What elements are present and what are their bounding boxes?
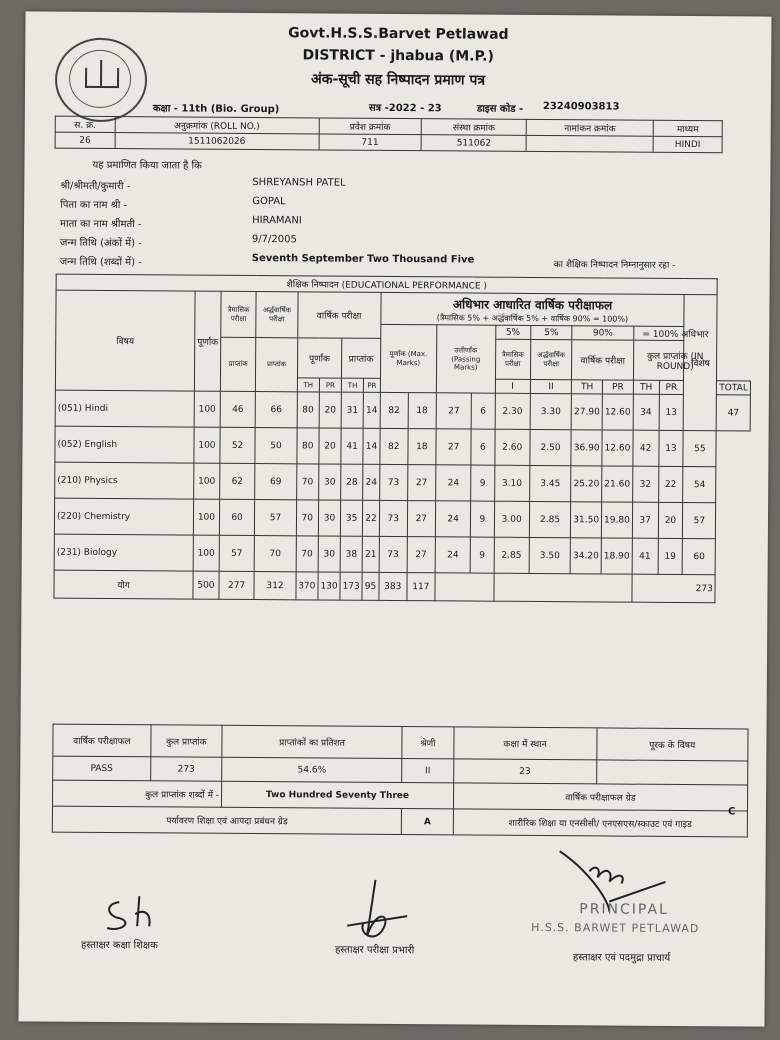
thpr-header: PR xyxy=(364,378,381,392)
tri-header: त्रैमासिक परीक्षा xyxy=(495,339,531,379)
result-value: 23 xyxy=(453,759,596,784)
mark-cell: 70 xyxy=(296,464,318,500)
mark-cell: 57 xyxy=(219,535,255,571)
mark-cell: 18 xyxy=(408,393,436,429)
student-value: 9/7/2005 xyxy=(251,233,297,246)
mark-cell: 3.30 xyxy=(530,393,572,429)
mark-cell: 27 xyxy=(407,465,435,501)
weighted-result-title: अधिभार आधारित वार्षिक परीक्षाफल (त्रैमासिक 5% + अर्द्धवार्षिक 5% + वार्षिक 90% = 100%) xyxy=(381,292,685,326)
mark-cell: 2.85 xyxy=(494,537,530,573)
env-value: A xyxy=(402,809,454,835)
ardh-header: अर्द्धवार्षिक परीक्षा xyxy=(530,339,572,379)
mark-cell: 47 xyxy=(716,395,750,431)
praptank-header: प्राप्तांक xyxy=(342,338,381,378)
mark-cell: 18 xyxy=(408,429,436,465)
mark-cell: 14 xyxy=(363,392,380,428)
thpr-header: PR xyxy=(602,380,633,394)
thpr-header: TH xyxy=(341,378,363,392)
mark-cell: 80 xyxy=(297,428,319,464)
mark-cell: 2.30 xyxy=(495,393,531,429)
purnank-header: पूर्णांक xyxy=(297,338,342,378)
student-label: जन्म तिथि (शब्दों में) - xyxy=(59,256,142,269)
mark-cell: 41 xyxy=(632,538,658,574)
mark-cell: 22 xyxy=(658,466,683,502)
subject-name: (051) Hindi xyxy=(55,390,194,427)
pct-header: 90% xyxy=(572,326,634,340)
result-value xyxy=(596,760,748,785)
total-cell: 173 xyxy=(340,572,362,600)
total-cell xyxy=(435,573,494,601)
result-header: पूरक के विषय xyxy=(596,728,748,761)
subject-name: (220) Chemistry xyxy=(54,498,193,535)
mark-cell: 24 xyxy=(435,501,471,537)
total-cell: 383 xyxy=(379,572,407,600)
mark-cell: 27 xyxy=(436,429,472,465)
mark-cell: 60 xyxy=(219,499,255,535)
result-value: PASS xyxy=(53,756,151,781)
grade-value: C xyxy=(727,806,736,818)
mark-cell: 100 xyxy=(193,499,219,535)
mark-cell: 22 xyxy=(363,500,380,536)
praptank-header: प्राप्तांक xyxy=(220,337,256,391)
env-label: पर्यावरण शिक्षा एवं आपदा प्रबंधन ग्रेड xyxy=(52,806,401,834)
thpr-header: TH xyxy=(572,380,603,394)
mark-cell: 57 xyxy=(683,503,716,539)
certify-text: यह प्रमाणित किया जाता है कि xyxy=(92,159,202,172)
student-label: जन्म तिथि (अंकों में) - xyxy=(59,237,142,250)
mark-cell: 31 xyxy=(341,392,363,428)
subject-name: (231) Biology xyxy=(54,534,193,571)
id-header: स. क्र. xyxy=(55,116,115,132)
words-value: Two Hundred Seventy Three xyxy=(221,781,453,809)
id-value: 711 xyxy=(319,134,422,151)
result-value: 273 xyxy=(151,757,222,781)
praptank-header: प्राप्तांक xyxy=(256,338,298,392)
mark-cell: 19.80 xyxy=(601,502,632,538)
result-header: श्रेणी xyxy=(402,727,454,759)
mark-cell: 24 xyxy=(435,465,471,501)
marksheet xyxy=(18,11,771,1026)
total-cell: 500 xyxy=(193,571,219,599)
mark-cell: 73 xyxy=(379,500,407,536)
student-label: श्री/श्रीमती/कुमारी - xyxy=(60,180,131,193)
total-cell: 370 xyxy=(296,572,318,600)
mark-cell: 20 xyxy=(319,392,341,428)
mark-cell: 60 xyxy=(682,539,715,575)
thpr-header: TH xyxy=(297,378,319,392)
mark-cell: 18.90 xyxy=(601,538,632,574)
mark-cell: 9 xyxy=(471,465,494,501)
mark-cell: 70 xyxy=(296,500,318,536)
teacher-signature xyxy=(99,892,179,937)
id-header: प्रवेश क्रमांक xyxy=(319,118,422,135)
trimasik-header: त्रैमासिक परीक्षा xyxy=(221,291,257,337)
mark-cell: 27 xyxy=(407,537,435,573)
total-row xyxy=(54,570,749,603)
thpr-header: TH xyxy=(633,380,659,394)
mark-cell: 2.60 xyxy=(494,429,530,465)
mark-cell: 24 xyxy=(363,464,380,500)
student-value: SHREYANSH PATEL xyxy=(252,176,346,189)
pct-header: 5% xyxy=(531,325,573,339)
total-cell: 117 xyxy=(407,573,435,601)
mark-cell: 14 xyxy=(363,428,380,464)
varshik-header: वार्षिक परीक्षा xyxy=(297,292,380,339)
id-header: माध्यम xyxy=(653,120,722,136)
mark-cell: 21.60 xyxy=(602,466,633,502)
mark-cell: 70 xyxy=(254,536,296,572)
passing-marks-header: उत्तीर्णांक (Passing Marks) xyxy=(436,325,495,393)
mark-cell: 27 xyxy=(407,501,435,537)
mark-cell: 28 xyxy=(341,464,363,500)
result-value: 54.6% xyxy=(222,757,402,782)
total-header: TOTAL xyxy=(717,381,751,395)
mark-cell: 50 xyxy=(255,428,297,464)
total-cell xyxy=(493,573,632,602)
pct-header: 5% xyxy=(495,325,530,339)
grand-total: 273 xyxy=(632,574,716,603)
session-label: सत्र -2022 - 23 xyxy=(368,102,442,115)
id-value: 26 xyxy=(55,132,115,148)
mark-cell: 12.60 xyxy=(602,394,633,430)
mark-cell: 54 xyxy=(683,467,716,503)
result-header: कुल प्राप्तांक xyxy=(151,725,222,757)
mark-cell: 13 xyxy=(659,394,684,430)
sign-teacher-label: हस्ताक्षर कक्षा शिक्षक xyxy=(80,939,158,952)
mark-cell: 31.50 xyxy=(571,502,602,538)
mark-cell: 6 xyxy=(471,393,494,429)
mark-cell: 30 xyxy=(318,536,340,572)
thpr-header: PR xyxy=(659,380,684,394)
mark-cell: 38 xyxy=(340,536,362,572)
marks-table xyxy=(53,274,751,604)
pct-header: = 100% अधिभार xyxy=(634,326,718,341)
mark-cell: 73 xyxy=(379,536,407,572)
mark-cell: 13 xyxy=(658,430,683,466)
id-header: नामांकन क्रमांक xyxy=(527,119,654,136)
mark-cell: 37 xyxy=(632,502,658,538)
id-value: 511062 xyxy=(421,135,526,152)
mark-cell: 3.00 xyxy=(494,501,530,537)
mark-cell: 34 xyxy=(633,394,659,430)
result-header: वार्षिक परीक्षाफल xyxy=(53,724,151,757)
mark-cell: 30 xyxy=(319,464,341,500)
mark-cell: 82 xyxy=(380,392,408,428)
total-cell: 95 xyxy=(362,572,379,600)
mark-cell: 20 xyxy=(658,502,683,538)
result-value: II xyxy=(402,759,454,783)
words-label: कुल प्राप्तांक शब्दों में - xyxy=(52,780,221,807)
doc-title: अंक-सूची सह निष्पादन प्रमाण पत्र xyxy=(310,71,486,89)
mark-cell: 12.60 xyxy=(602,430,633,466)
id-value xyxy=(526,135,653,152)
mark-cell: 34.20 xyxy=(570,538,601,574)
mark-cell: 66 xyxy=(255,392,297,428)
mark-cell: 20 xyxy=(319,428,341,464)
mark-cell: 100 xyxy=(193,535,219,571)
mark-cell: 27.90 xyxy=(571,394,602,430)
mark-cell: 100 xyxy=(194,391,220,427)
exam-incharge-signature xyxy=(337,876,417,947)
mark-cell: 100 xyxy=(194,463,220,499)
mark-cell: 3.45 xyxy=(529,465,571,501)
sign-principal-label: हस्ताक्षर एवं पदमुद्रा प्राचार्य xyxy=(572,952,671,964)
dise-label: डाइस कोड - xyxy=(476,103,524,115)
mark-cell: 100 xyxy=(194,427,220,463)
mark-cell: 9 xyxy=(470,537,493,573)
mark-cell: 73 xyxy=(379,464,407,500)
mark-cell: 52 xyxy=(220,427,256,463)
mark-cell: 62 xyxy=(220,463,256,499)
mark-cell: 21 xyxy=(362,536,379,572)
principal-stamp-title: PRINCIPAL xyxy=(579,901,669,918)
mark-cell: 41 xyxy=(341,428,363,464)
id-table xyxy=(55,116,723,154)
student-value: Seventh September Two Thousand Five xyxy=(251,252,475,266)
mark-cell: 55 xyxy=(683,431,716,467)
mark-cell: 80 xyxy=(297,392,319,428)
mark-cell: 70 xyxy=(296,536,318,572)
id-header: अनुक्रमांक (ROLL NO.) xyxy=(115,117,319,134)
district: DISTRICT - jhabua (M.P.) xyxy=(302,47,494,65)
mark-cell: 32 xyxy=(632,466,658,502)
mark-cell: 9 xyxy=(471,501,494,537)
mark-cell: 35 xyxy=(340,500,362,536)
perf-title: शैक्षिक निष्पादन (EDUCATIONAL PERFORMANCE ) xyxy=(56,274,717,295)
student-value: GOPAL xyxy=(252,195,286,208)
id-value: 1511062026 xyxy=(115,133,319,150)
subject-name: (052) English xyxy=(55,426,194,463)
mark-cell: 25.20 xyxy=(571,466,602,502)
mark-cell: 19 xyxy=(658,538,683,574)
thpr-header: PR xyxy=(319,378,341,392)
mark-cell: 27 xyxy=(436,393,472,429)
student-value: HIRAMANI xyxy=(252,214,302,227)
max-marks-header: पूर्णांक (Max. Marks) xyxy=(380,324,437,392)
roman-header: I xyxy=(495,379,530,393)
subject-name: (210) Physics xyxy=(55,462,194,499)
class-label: कक्षा - 11th (Bio. Group) xyxy=(152,103,280,116)
mark-cell: 46 xyxy=(220,391,256,427)
result-header: प्राप्तांकों का प्रतिशत xyxy=(222,725,402,758)
id-header: संस्था क्रमांक xyxy=(421,119,526,136)
total-cell: 130 xyxy=(318,572,340,600)
mark-cell: 3.50 xyxy=(529,537,571,573)
full-marks-header: पूर्णांक xyxy=(194,291,221,391)
total-cell: 277 xyxy=(219,571,255,599)
sign-exam-incharge-label: हस्ताक्षर परीक्षा प्रभारी xyxy=(334,944,415,957)
phys-label: शारीरिक शिक्षा या एनसीसी/ एनएसएस/स्काउट एवं गाइड xyxy=(453,809,747,837)
mark-cell: 24 xyxy=(435,537,471,573)
var-header: वार्षिक परीक्षा xyxy=(572,340,634,380)
vishesh-header: विशेष xyxy=(683,295,717,431)
result-header: कक्षा में स्थान xyxy=(454,727,597,760)
mark-cell: 57 xyxy=(255,500,297,536)
dise-code: 23240903813 xyxy=(542,101,620,113)
subject-row xyxy=(54,534,749,575)
mark-cell: 42 xyxy=(633,430,659,466)
ardh-header: अर्द्धवार्षिक परीक्षा xyxy=(256,292,298,338)
mark-cell: 69 xyxy=(255,464,297,500)
mark-cell: 36.90 xyxy=(571,430,602,466)
student-label: पिता का नाम श्री - xyxy=(60,199,128,212)
mark-cell: 30 xyxy=(318,500,340,536)
roman-header: II xyxy=(530,379,572,393)
perf-note: का शैक्षिक निष्पादन निम्नानुसार रहा - xyxy=(553,260,676,271)
kul-header: कुल प्राप्तांक (IN ROUND) xyxy=(633,340,717,381)
id-value: HINDI xyxy=(653,136,722,152)
grade-label: वार्षिक परीक्षाफल ग्रेड xyxy=(453,783,747,811)
mark-cell: 2.85 xyxy=(529,501,571,537)
total-cell: योग xyxy=(54,570,193,599)
mark-cell: 2.50 xyxy=(530,429,572,465)
total-cell: 312 xyxy=(254,572,296,600)
student-label: माता का नाम श्रीमती - xyxy=(60,218,142,231)
subject-header: विषय xyxy=(55,290,195,391)
subject-row xyxy=(54,498,749,539)
subject-row xyxy=(55,462,750,503)
result-table xyxy=(52,724,749,838)
mark-cell: 82 xyxy=(380,428,408,464)
mark-cell: 6 xyxy=(471,429,494,465)
principal-stamp-school: H.S.S. BARWET PETLAWAD xyxy=(531,920,700,936)
mark-cell: 3.10 xyxy=(494,465,530,501)
subject-row xyxy=(55,426,750,467)
school-name: Govt.H.S.S.Barvet Petlawad xyxy=(288,25,509,43)
subject-row xyxy=(55,390,750,431)
